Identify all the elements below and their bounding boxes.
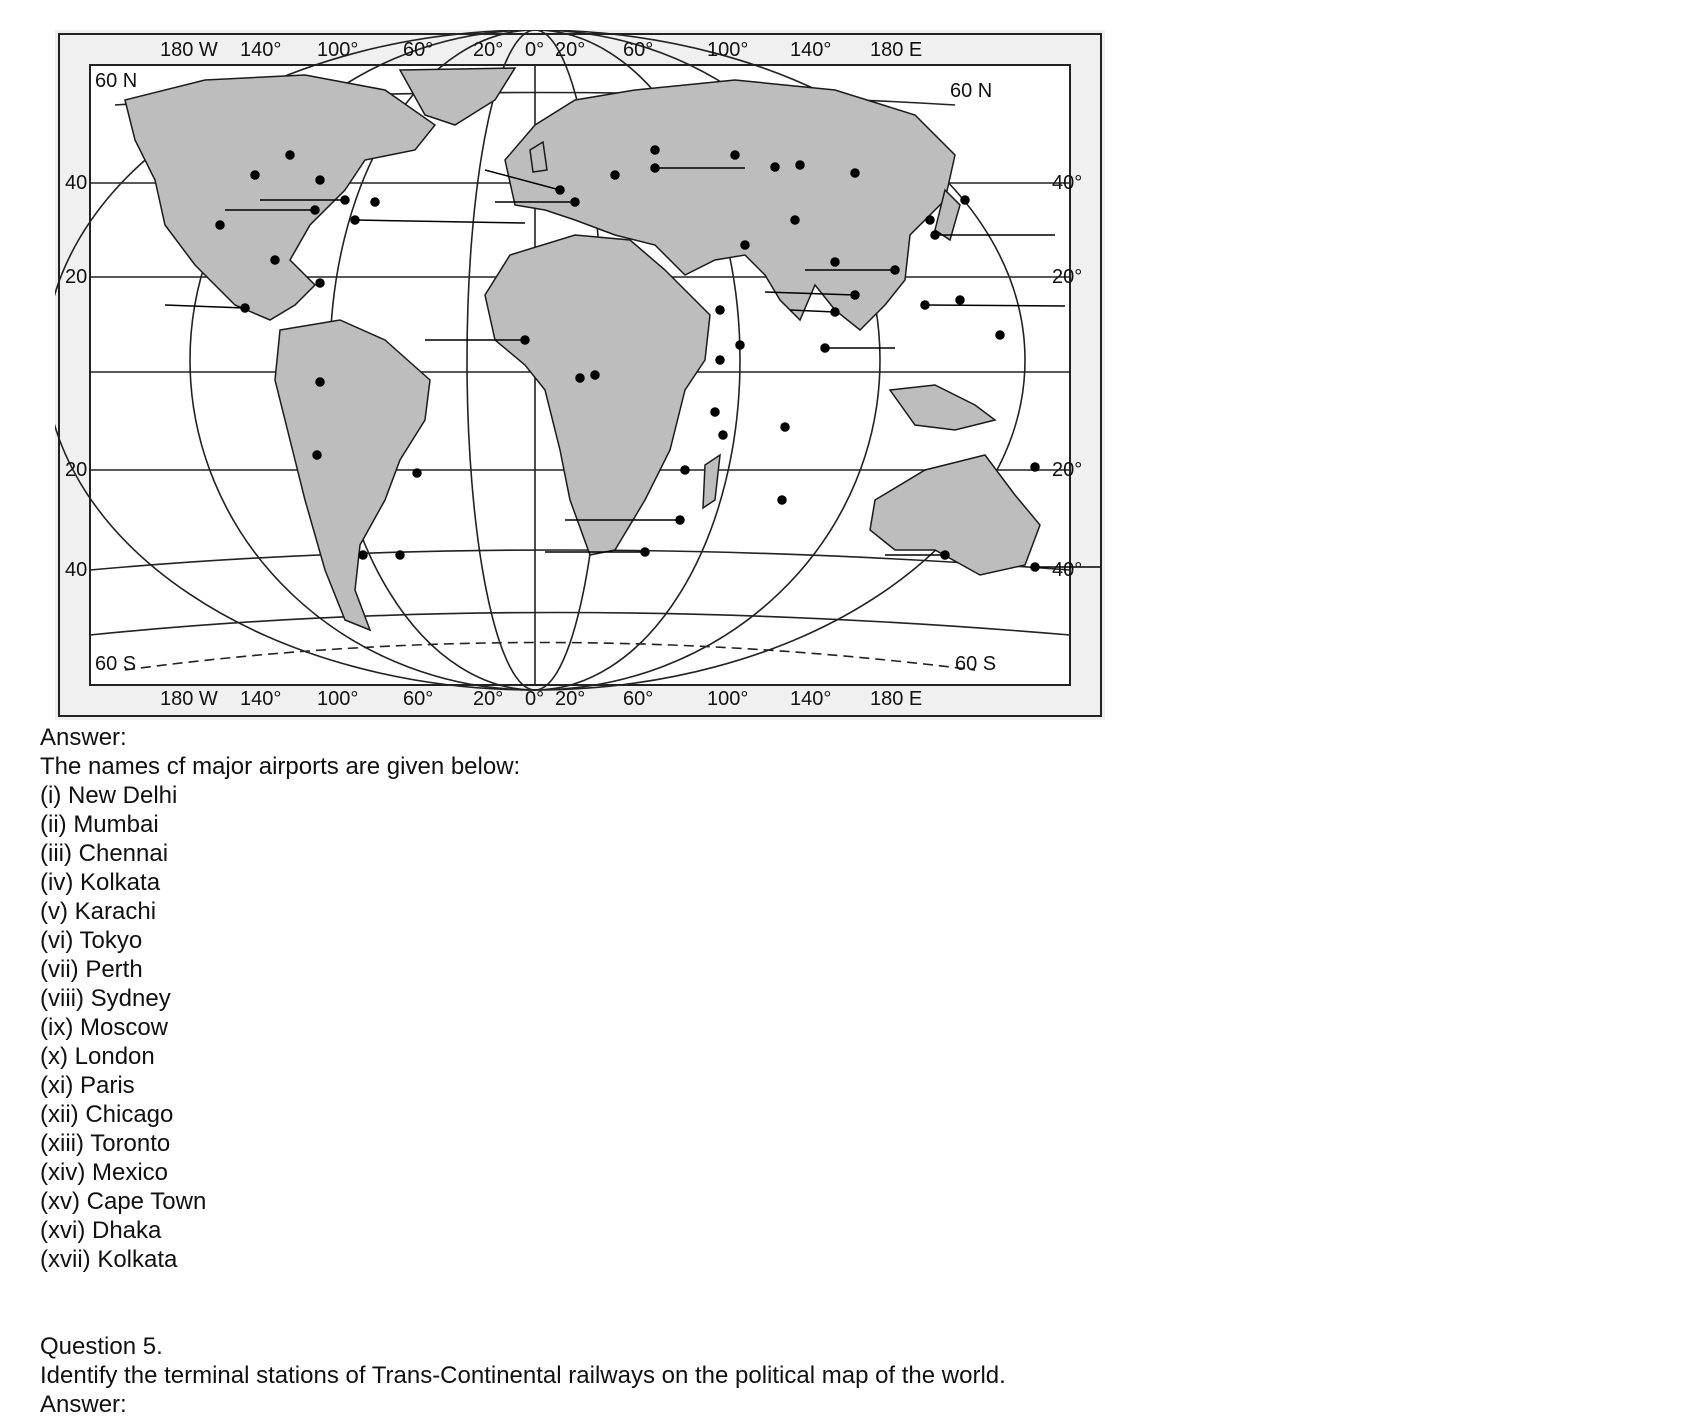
airport-item: (ix) Moscow (40, 1014, 169, 1041)
right-lat-label-5: 40° (1052, 559, 1083, 581)
airport-item: (xiv) Mexico (40, 1159, 169, 1186)
top-lon-label-4: 60° (403, 39, 434, 61)
airport-item: (viii) Sydney (40, 985, 171, 1012)
right-lat-label-2: 40° (1052, 172, 1083, 194)
bottom-longitude-labels (160, 688, 922, 710)
answer-heading: Answer: (40, 724, 127, 751)
airport-item: (xvii) Kolkata (40, 1246, 178, 1273)
bottom-lon-label-10: 140° (790, 688, 832, 710)
bottom-lon-label-1: 180 W (160, 688, 218, 710)
bottom-lon-label-3: 100° (317, 688, 359, 710)
world-airports-map (55, 30, 1105, 720)
bottom-lon-label-11: 180 E (870, 688, 923, 710)
airport-item: (v) Karachi (40, 898, 157, 925)
left-lat-label-1: 60 N (95, 70, 138, 92)
bottom-lon-label-7: 20° (555, 688, 586, 710)
top-lon-label-6: 0° (525, 39, 545, 61)
spacer (40, 1303, 1006, 1332)
right-lat-label-6: 60 S (955, 653, 997, 675)
airport-item: (xv) Cape Town (40, 1188, 207, 1215)
left-lat-label-3: 20 (65, 266, 88, 288)
question-5-title: Question 5. (40, 1333, 163, 1360)
top-lon-label-5: 20° (473, 39, 504, 61)
answer-section (40, 723, 1006, 1419)
top-lon-label-3: 100° (317, 39, 359, 61)
bottom-lon-label-2: 140° (240, 688, 282, 710)
top-lon-label-11: 180 E (870, 39, 923, 61)
right-lat-label-3: 20° (1052, 266, 1083, 288)
airport-item: (iii) Chennai (40, 840, 169, 867)
airport-item: (xii) Chicago (40, 1101, 174, 1128)
airport-item: (vii) Perth (40, 956, 143, 983)
left-lat-label-2: 40 (65, 172, 88, 194)
top-lon-label-7: 20° (555, 39, 586, 61)
top-lon-label-1: 180 W (160, 39, 218, 61)
top-lon-label-2: 140° (240, 39, 282, 61)
left-lat-label-4: 20 (65, 459, 88, 481)
question-5-text: Identify the terminal stations of Trans-Continental railways on the political map of the world. (40, 1362, 1006, 1389)
airport-list (40, 781, 1006, 1274)
airport-item: (xvi) Dhaka (40, 1217, 162, 1244)
bottom-lon-label-8: 60° (623, 688, 654, 710)
bottom-lon-label-4: 60° (403, 688, 434, 710)
top-longitude-labels (160, 39, 922, 61)
bottom-lon-label-9: 100° (707, 688, 749, 710)
airport-item: (iv) Kolkata (40, 869, 161, 896)
airport-item: (xiii) Toronto (40, 1130, 171, 1157)
airport-item: (xi) Paris (40, 1072, 135, 1099)
right-lat-label-4: 20° (1052, 459, 1083, 481)
top-lon-label-8: 60° (623, 39, 654, 61)
map-svg (55, 30, 1105, 720)
airport-item: (i) New Delhi (40, 782, 178, 809)
left-lat-label-6: 60 S (95, 653, 137, 675)
top-lon-label-9: 100° (707, 39, 749, 61)
answer-intro: The names cf major airports are given below: (40, 753, 521, 780)
top-lon-label-10: 140° (790, 39, 832, 61)
airport-item: (vi) Tokyo (40, 927, 143, 954)
left-lat-label-5: 40 (65, 559, 88, 581)
airport-item: (ii) Mumbai (40, 811, 159, 838)
bottom-lon-label-6: 0° (525, 688, 545, 710)
question-5-answer-label: Answer: (40, 1391, 127, 1418)
airport-item: (x) London (40, 1043, 155, 1070)
spacer (40, 1274, 1006, 1303)
bottom-lon-label-5: 20° (473, 688, 504, 710)
right-lat-label-1: 60 N (950, 80, 993, 102)
